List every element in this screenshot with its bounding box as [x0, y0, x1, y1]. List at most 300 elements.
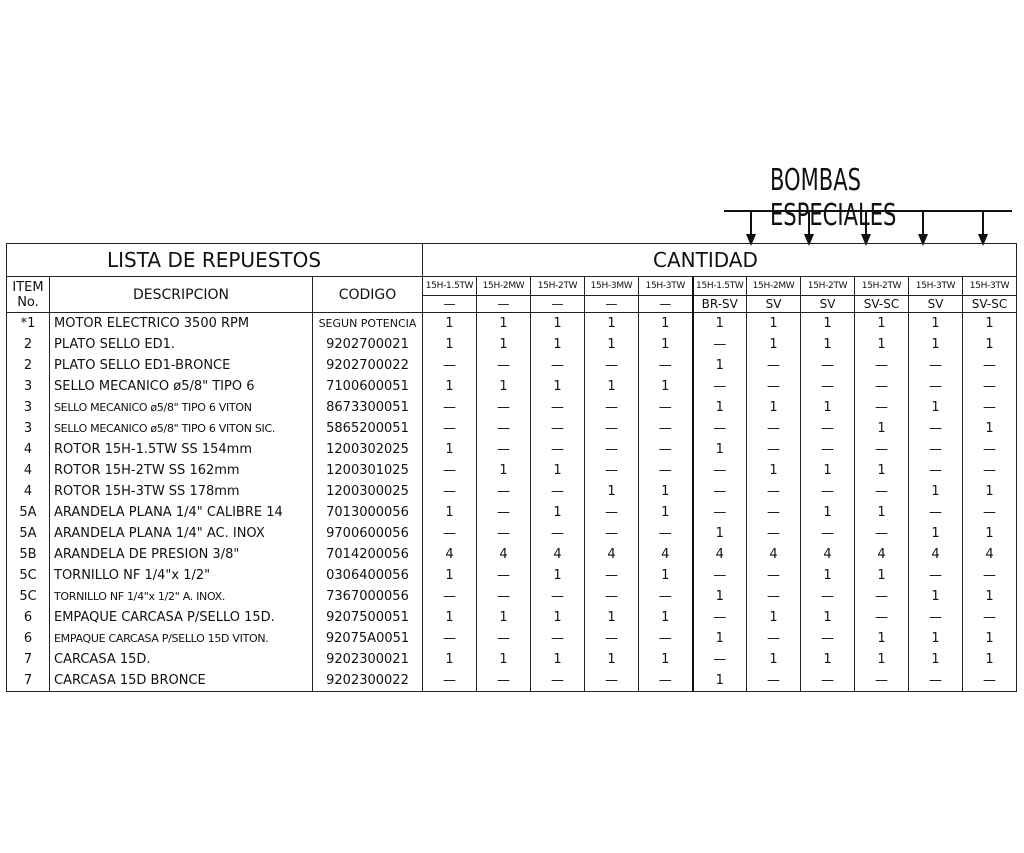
code-cell: 7014200056: [313, 544, 423, 565]
quantity-cell: —: [639, 586, 693, 607]
quantity-cell: 1: [747, 397, 801, 418]
quantity-cell: 1: [423, 565, 477, 586]
quantity-cell: 1: [423, 334, 477, 355]
model-header: 15H-1.5TW: [423, 277, 477, 296]
quantity-cell: —: [477, 670, 531, 692]
quantity-cell: —: [801, 586, 855, 607]
quantity-cell: —: [693, 565, 747, 586]
quantity-cell: —: [747, 376, 801, 397]
quantity-cell: 1: [801, 397, 855, 418]
description-cell: PLATO SELLO ED1-BRONCE: [50, 355, 313, 376]
quantity-cell: —: [639, 523, 693, 544]
quantity-cell: 4: [585, 544, 639, 565]
table-row: [7, 313, 1017, 335]
quantity-cell: 1: [477, 376, 531, 397]
quantity-cell: —: [909, 607, 963, 628]
quantity-cell: 1: [963, 334, 1017, 355]
quantity-cell: —: [963, 607, 1017, 628]
table-row: [7, 502, 1017, 523]
quantity-cell: 1: [693, 439, 747, 460]
quantity-cell: —: [585, 628, 639, 649]
quantity-cell: 1: [963, 418, 1017, 439]
quantity-cell: —: [801, 523, 855, 544]
quantity-cell: 4: [909, 544, 963, 565]
quantity-cell: 1: [909, 586, 963, 607]
quantity-cell: —: [855, 481, 909, 502]
quantity-cell: —: [477, 355, 531, 376]
quantity-cell: —: [693, 460, 747, 481]
quantity-cell: —: [747, 418, 801, 439]
code-cell: 9202300022: [313, 670, 423, 692]
quantity-cell: —: [531, 397, 585, 418]
quantity-cell: —: [855, 586, 909, 607]
quantity-cell: —: [963, 376, 1017, 397]
quantity-cell: 1: [963, 628, 1017, 649]
variant-header: BR-SV: [693, 296, 747, 313]
quantity-cell: 1: [639, 565, 693, 586]
description-cell: CARCASA 15D.: [50, 649, 313, 670]
quantity-cell: 1: [909, 628, 963, 649]
quantity-cell: —: [963, 355, 1017, 376]
quantity-cell: —: [423, 523, 477, 544]
item-number-cell: 5A: [7, 502, 50, 523]
quantity-cell: 1: [477, 334, 531, 355]
quantity-cell: —: [801, 418, 855, 439]
description-cell: ROTOR 15H-1.5TW SS 154mm: [50, 439, 313, 460]
quantity-cell: —: [747, 439, 801, 460]
quantity-cell: —: [747, 355, 801, 376]
table-row: [7, 481, 1017, 502]
quantity-cell: 1: [855, 502, 909, 523]
quantity-cell: 4: [801, 544, 855, 565]
quantity-cell: 1: [801, 565, 855, 586]
quantity-cell: 1: [855, 313, 909, 335]
code-cell: 7100600051: [313, 376, 423, 397]
quantity-cell: 1: [693, 397, 747, 418]
quantity-cell: —: [909, 502, 963, 523]
quantity-cell: 1: [909, 397, 963, 418]
item-number-cell: 6: [7, 607, 50, 628]
quantity-cell: —: [909, 376, 963, 397]
quantity-cell: 1: [423, 439, 477, 460]
quantity-cell: 1: [585, 649, 639, 670]
quantity-cell: —: [477, 502, 531, 523]
special-pumps-arrows: [0, 0, 1024, 253]
quantity-cell: —: [747, 670, 801, 692]
quantity-cell: 1: [909, 313, 963, 335]
quantity-cell: —: [855, 439, 909, 460]
table-row: [7, 607, 1017, 628]
model-header: 15H-3TW: [963, 277, 1017, 296]
item-number-cell: 4: [7, 439, 50, 460]
quantity-cell: —: [423, 355, 477, 376]
quantity-cell: 1: [693, 355, 747, 376]
table-row: [7, 334, 1017, 355]
quantity-cell: 1: [693, 628, 747, 649]
code-cell: 7367000056: [313, 586, 423, 607]
quantity-cell: 1: [801, 649, 855, 670]
quantity-cell: —: [639, 355, 693, 376]
item-number-cell: *1: [7, 313, 50, 335]
model-header: 15H-3MW: [585, 277, 639, 296]
quantity-cell: 1: [855, 418, 909, 439]
table-row: [7, 628, 1017, 649]
description-cell: EMPAQUE CARCASA P/SELLO 15D.: [50, 607, 313, 628]
quantity-cell: —: [747, 481, 801, 502]
quantity-cell: —: [693, 649, 747, 670]
description-cell: SELLO MECANICO ø5/8" TIPO 6 VITON SIC.: [50, 418, 313, 439]
quantity-cell: 1: [693, 313, 747, 335]
quantity-cell: —: [909, 670, 963, 692]
description-cell: TORNILLO NF 1/4"x 1/2": [50, 565, 313, 586]
model-header: 15H-2MW: [477, 277, 531, 296]
quantity-cell: 4: [477, 544, 531, 565]
item-number-cell: 7: [7, 670, 50, 692]
description-cell: ARANDELA PLANA 1/4" CALIBRE 14: [50, 502, 313, 523]
variant-header: —: [477, 296, 531, 313]
quantity-cell: —: [747, 565, 801, 586]
quantity-cell: 1: [531, 565, 585, 586]
code-cell: 0306400056: [313, 565, 423, 586]
quantity-cell: —: [963, 439, 1017, 460]
variant-header: SV: [801, 296, 855, 313]
model-header: 15H-2MW: [747, 277, 801, 296]
quantity-cell: 1: [585, 376, 639, 397]
quantity-cell: —: [855, 670, 909, 692]
quantity-cell: —: [477, 418, 531, 439]
quantity-cell: —: [585, 439, 639, 460]
quantity-cell: —: [693, 334, 747, 355]
quantity-cell: —: [801, 376, 855, 397]
quantity-cell: —: [585, 670, 639, 692]
quantity-cell: 1: [423, 649, 477, 670]
quantity-cell: 1: [423, 376, 477, 397]
quantity-cell: —: [747, 628, 801, 649]
model-header: 15H-3TW: [639, 277, 693, 296]
quantity-cell: —: [531, 628, 585, 649]
quantity-cell: 1: [963, 586, 1017, 607]
code-cell: 1200302025: [313, 439, 423, 460]
quantity-cell: —: [585, 586, 639, 607]
quantity-cell: —: [855, 397, 909, 418]
description-cell: ARANDELA DE PRESION 3/8": [50, 544, 313, 565]
item-number-cell: 2: [7, 355, 50, 376]
code-cell: 9207500051: [313, 607, 423, 628]
variant-header: SV: [909, 296, 963, 313]
quantity-cell: —: [423, 418, 477, 439]
quantity-cell: 1: [585, 607, 639, 628]
quantity-cell: 1: [855, 334, 909, 355]
quantity-cell: —: [909, 418, 963, 439]
variant-header: SV-SC: [963, 296, 1017, 313]
quantity-cell: —: [693, 418, 747, 439]
item-number-cell: 3: [7, 418, 50, 439]
code-cell: SEGUN POTENCIA: [313, 313, 423, 335]
code-cell: 1200301025: [313, 460, 423, 481]
quantity-cell: —: [585, 355, 639, 376]
code-cell: 9202300021: [313, 649, 423, 670]
quantity-cell: 1: [963, 649, 1017, 670]
quantity-cell: 1: [639, 481, 693, 502]
quantity-cell: 1: [747, 313, 801, 335]
quantity-cell: 4: [855, 544, 909, 565]
item-number-cell: 4: [7, 481, 50, 502]
quantity-cell: —: [963, 565, 1017, 586]
quantity-cell: —: [963, 397, 1017, 418]
code-header: CODIGO: [313, 277, 423, 313]
quantity-cell: 1: [531, 313, 585, 335]
table-row: [7, 355, 1017, 376]
quantity-cell: —: [747, 502, 801, 523]
quantity-cell: 1: [423, 502, 477, 523]
item-number-cell: 3: [7, 397, 50, 418]
quantity-cell: 1: [801, 502, 855, 523]
quantity-cell: 1: [747, 649, 801, 670]
quantity-cell: —: [963, 460, 1017, 481]
table-row: [7, 544, 1017, 565]
table-row: [7, 460, 1017, 481]
quantity-cell: 1: [639, 502, 693, 523]
quantity-cell: 1: [963, 481, 1017, 502]
table-row: [7, 397, 1017, 418]
description-cell: SELLO MECANICO ø5/8" TIPO 6 VITON: [50, 397, 313, 418]
quantity-cell: 1: [477, 313, 531, 335]
quantity-cell: —: [423, 397, 477, 418]
quantity-cell: 1: [585, 481, 639, 502]
quantity-cell: 1: [531, 502, 585, 523]
quantity-cell: —: [639, 670, 693, 692]
code-cell: 9700600056: [313, 523, 423, 544]
item-number-cell: 2: [7, 334, 50, 355]
quantity-cell: 1: [639, 649, 693, 670]
quantity-cell: —: [747, 523, 801, 544]
quantity-cell: 4: [423, 544, 477, 565]
item-number-cell: 5A: [7, 523, 50, 544]
quantity-cell: —: [801, 355, 855, 376]
quantity-cell: 1: [639, 376, 693, 397]
quantity-cell: —: [423, 628, 477, 649]
item-number-cell: 7: [7, 649, 50, 670]
quantity-cell: —: [747, 586, 801, 607]
description-cell: ROTOR 15H-2TW SS 162mm: [50, 460, 313, 481]
model-header: 15H-1.5TW: [693, 277, 747, 296]
quantity-cell: 1: [639, 334, 693, 355]
variant-header: —: [585, 296, 639, 313]
table-row: [7, 376, 1017, 397]
quantity-cell: —: [639, 628, 693, 649]
quantity-cell: —: [531, 670, 585, 692]
quantity-cell: —: [693, 607, 747, 628]
quantity-cell: —: [585, 397, 639, 418]
code-cell: 5865200051: [313, 418, 423, 439]
quantity-cell: 1: [855, 565, 909, 586]
quantity-cell: 1: [477, 649, 531, 670]
variant-header: SV-SC: [855, 296, 909, 313]
quantity-cell: 4: [747, 544, 801, 565]
quantity-cell: 1: [585, 334, 639, 355]
model-header: 15H-2TW: [531, 277, 585, 296]
quantity-cell: —: [909, 439, 963, 460]
quantity-cell: —: [423, 481, 477, 502]
code-cell: 9202700021: [313, 334, 423, 355]
quantity-cell: —: [801, 439, 855, 460]
code-cell: 92075A0051: [313, 628, 423, 649]
quantity-cell: 1: [909, 523, 963, 544]
quantity-cell: 4: [693, 544, 747, 565]
table-row: [7, 418, 1017, 439]
quantity-cell: 1: [639, 607, 693, 628]
table-row: [7, 523, 1017, 544]
quantity-title: CANTIDAD: [423, 244, 1017, 277]
quantity-cell: 1: [855, 649, 909, 670]
quantity-cell: 1: [531, 460, 585, 481]
item-number-cell: 6: [7, 628, 50, 649]
quantity-cell: —: [531, 418, 585, 439]
quantity-cell: —: [801, 481, 855, 502]
quantity-cell: —: [423, 460, 477, 481]
item-number-cell: 3: [7, 376, 50, 397]
quantity-cell: 1: [693, 586, 747, 607]
code-cell: 1200300025: [313, 481, 423, 502]
quantity-cell: 1: [855, 460, 909, 481]
quantity-cell: —: [963, 670, 1017, 692]
quantity-cell: 1: [909, 334, 963, 355]
quantity-cell: —: [855, 523, 909, 544]
quantity-cell: 1: [747, 334, 801, 355]
model-header: 15H-3TW: [909, 277, 963, 296]
table-row: [7, 586, 1017, 607]
quantity-cell: —: [477, 481, 531, 502]
spare-parts-table: [6, 243, 1017, 692]
item-number-cell: 5B: [7, 544, 50, 565]
quantity-cell: —: [909, 460, 963, 481]
description-header: DESCRIPCION: [50, 277, 313, 313]
quantity-cell: 1: [909, 649, 963, 670]
quantity-cell: 1: [693, 670, 747, 692]
quantity-cell: —: [585, 565, 639, 586]
quantity-cell: —: [585, 523, 639, 544]
quantity-cell: —: [585, 418, 639, 439]
quantity-cell: —: [963, 502, 1017, 523]
quantity-cell: 4: [963, 544, 1017, 565]
description-cell: SELLO MECANICO ø5/8" TIPO 6: [50, 376, 313, 397]
quantity-cell: —: [531, 439, 585, 460]
table-row: [7, 649, 1017, 670]
quantity-cell: —: [531, 355, 585, 376]
quantity-cell: —: [639, 460, 693, 481]
quantity-cell: —: [423, 670, 477, 692]
code-cell: 7013000056: [313, 502, 423, 523]
variant-header: SV: [747, 296, 801, 313]
special-pumps-label: BOMBAS ESPECIALES: [770, 163, 897, 233]
quantity-cell: 1: [639, 313, 693, 335]
variant-header: —: [531, 296, 585, 313]
quantity-cell: —: [693, 481, 747, 502]
quantity-cell: —: [909, 355, 963, 376]
quantity-cell: 1: [747, 607, 801, 628]
quantity-cell: 1: [801, 313, 855, 335]
quantity-cell: 1: [963, 313, 1017, 335]
description-cell: ARANDELA PLANA 1/4" AC. INOX: [50, 523, 313, 544]
item-number-cell: 5C: [7, 565, 50, 586]
quantity-cell: —: [801, 628, 855, 649]
quantity-cell: 1: [909, 481, 963, 502]
quantity-cell: 1: [531, 376, 585, 397]
quantity-cell: —: [909, 565, 963, 586]
description-cell: EMPAQUE CARCASA P/SELLO 15D VITON.: [50, 628, 313, 649]
quantity-cell: 1: [963, 523, 1017, 544]
quantity-cell: 1: [693, 523, 747, 544]
code-cell: 8673300051: [313, 397, 423, 418]
description-cell: ROTOR 15H-3TW SS 178mm: [50, 481, 313, 502]
quantity-cell: —: [801, 670, 855, 692]
description-cell: PLATO SELLO ED1.: [50, 334, 313, 355]
quantity-cell: 1: [801, 607, 855, 628]
variant-header: —: [639, 296, 693, 313]
quantity-cell: 1: [423, 607, 477, 628]
quantity-cell: —: [585, 460, 639, 481]
quantity-cell: —: [693, 502, 747, 523]
code-cell: 9202700022: [313, 355, 423, 376]
quantity-cell: 1: [747, 460, 801, 481]
item-header: ITEM No.: [7, 277, 50, 313]
variant-header: —: [423, 296, 477, 313]
quantity-cell: —: [855, 607, 909, 628]
quantity-cell: —: [477, 523, 531, 544]
quantity-cell: 4: [531, 544, 585, 565]
quantity-cell: 1: [477, 460, 531, 481]
quantity-cell: —: [693, 376, 747, 397]
quantity-cell: —: [477, 565, 531, 586]
quantity-cell: —: [531, 523, 585, 544]
quantity-cell: 1: [531, 649, 585, 670]
quantity-cell: 1: [531, 607, 585, 628]
quantity-cell: 1: [801, 460, 855, 481]
quantity-cell: —: [423, 586, 477, 607]
quantity-cell: 1: [531, 334, 585, 355]
quantity-cell: —: [855, 376, 909, 397]
model-header: 15H-2TW: [801, 277, 855, 296]
quantity-cell: 1: [855, 628, 909, 649]
table-row: [7, 439, 1017, 460]
quantity-cell: —: [477, 586, 531, 607]
quantity-cell: —: [639, 397, 693, 418]
quantity-cell: —: [477, 397, 531, 418]
quantity-cell: —: [639, 439, 693, 460]
quantity-cell: —: [531, 586, 585, 607]
quantity-cell: 1: [585, 313, 639, 335]
quantity-cell: 1: [423, 313, 477, 335]
model-header: 15H-2TW: [855, 277, 909, 296]
quantity-cell: 1: [801, 334, 855, 355]
table-row: [7, 670, 1017, 692]
quantity-cell: —: [585, 502, 639, 523]
quantity-cell: —: [477, 439, 531, 460]
table-row: [7, 565, 1017, 586]
description-cell: CARCASA 15D BRONCE: [50, 670, 313, 692]
quantity-cell: 4: [639, 544, 693, 565]
list-title: LISTA DE REPUESTOS: [7, 244, 423, 277]
quantity-cell: —: [531, 481, 585, 502]
quantity-cell: 1: [477, 607, 531, 628]
quantity-cell: —: [855, 355, 909, 376]
description-cell: TORNILLO NF 1/4"x 1/2" A. INOX.: [50, 586, 313, 607]
item-number-cell: 4: [7, 460, 50, 481]
quantity-cell: —: [639, 418, 693, 439]
item-number-cell: 5C: [7, 586, 50, 607]
quantity-cell: —: [477, 628, 531, 649]
description-cell: MOTOR ELECTRICO 3500 RPM: [50, 313, 313, 335]
